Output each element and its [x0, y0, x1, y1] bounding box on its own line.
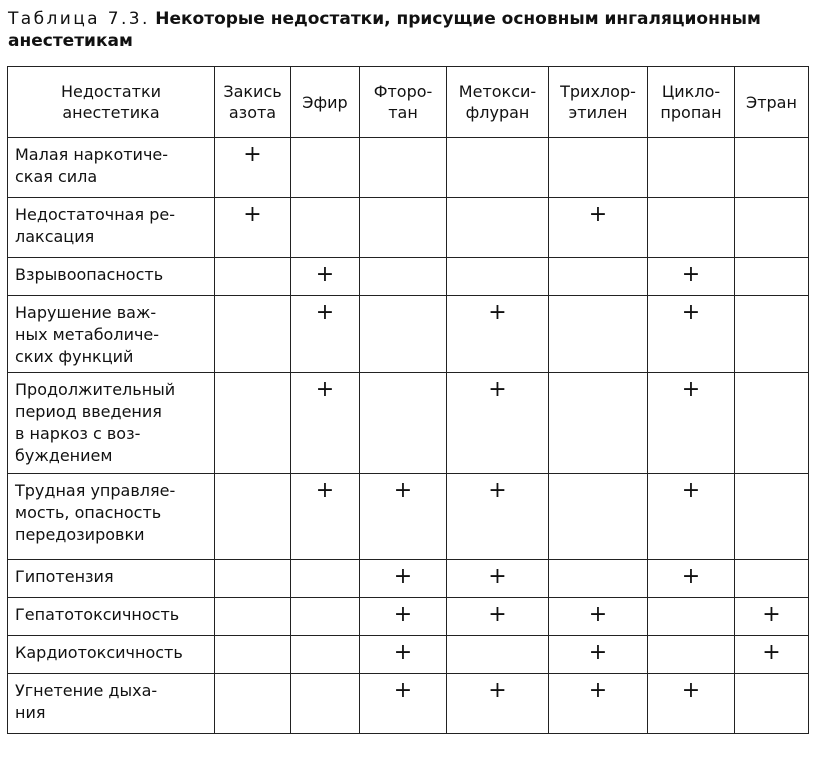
empty-cell — [215, 636, 291, 674]
table-row — [8, 296, 809, 373]
table-row — [8, 474, 809, 560]
empty-cell — [291, 598, 360, 636]
plus-mark-cell: + — [549, 598, 648, 636]
table-caption — [8, 8, 823, 52]
plus-mark-cell: + — [735, 636, 809, 674]
empty-cell — [291, 560, 360, 598]
column-header: Метокси- флуран — [447, 67, 549, 138]
empty-cell — [447, 138, 549, 198]
corner-header: Недостатки анестетика — [8, 67, 215, 138]
empty-cell — [360, 198, 447, 258]
plus-mark-cell: + — [447, 598, 549, 636]
plus-mark-cell: + — [215, 138, 291, 198]
caption-label: Таблица 7.3. — [8, 9, 150, 29]
empty-cell — [215, 296, 291, 373]
empty-cell — [549, 560, 648, 598]
empty-cell — [549, 373, 648, 474]
empty-cell — [215, 674, 291, 734]
empty-cell — [549, 258, 648, 296]
row-label: Взрывоопасность — [8, 258, 215, 296]
table-row — [8, 373, 809, 474]
plus-mark-cell: + — [360, 636, 447, 674]
empty-cell — [291, 198, 360, 258]
plus-mark-cell: + — [291, 373, 360, 474]
row-label: Гипотензия — [8, 560, 215, 598]
table-row — [8, 598, 809, 636]
plus-mark-cell: + — [360, 474, 447, 560]
empty-cell — [648, 598, 735, 636]
column-header: Закись азота — [215, 67, 291, 138]
plus-mark-cell: + — [648, 296, 735, 373]
plus-mark-cell: + — [447, 674, 549, 734]
plus-mark-cell: + — [447, 560, 549, 598]
table-row — [8, 636, 809, 674]
plus-mark-cell: + — [549, 674, 648, 734]
row-label: Трудная управляе- мость, опасность передозировки — [8, 474, 215, 560]
empty-cell — [648, 636, 735, 674]
empty-cell — [215, 560, 291, 598]
plus-mark-cell: + — [648, 474, 735, 560]
plus-mark-cell: + — [215, 198, 291, 258]
row-label: Продолжительный период введения в наркоз с воз- буждением — [8, 373, 215, 474]
plus-mark-cell: + — [648, 674, 735, 734]
empty-cell — [735, 296, 809, 373]
empty-cell — [447, 198, 549, 258]
plus-mark-cell: + — [648, 258, 735, 296]
empty-cell — [648, 138, 735, 198]
table-row — [8, 674, 809, 734]
table-body — [8, 138, 809, 734]
empty-cell — [447, 258, 549, 296]
table-row — [8, 258, 809, 296]
plus-mark-cell: + — [291, 474, 360, 560]
row-label: Гепатотоксичность — [8, 598, 215, 636]
plus-mark-cell: + — [291, 296, 360, 373]
table-row — [8, 198, 809, 258]
column-header: Цикло- пропан — [648, 67, 735, 138]
plus-mark-cell: + — [735, 598, 809, 636]
empty-cell — [215, 598, 291, 636]
anesthetics-table — [7, 66, 809, 734]
empty-cell — [291, 138, 360, 198]
plus-mark-cell: + — [360, 674, 447, 734]
plus-mark-cell: + — [549, 198, 648, 258]
empty-cell — [735, 258, 809, 296]
empty-cell — [215, 373, 291, 474]
plus-mark-cell: + — [447, 373, 549, 474]
empty-cell — [360, 373, 447, 474]
plus-mark-cell: + — [549, 636, 648, 674]
table-row — [8, 560, 809, 598]
empty-cell — [735, 674, 809, 734]
plus-mark-cell: + — [291, 258, 360, 296]
empty-cell — [215, 474, 291, 560]
empty-cell — [291, 636, 360, 674]
empty-cell — [360, 296, 447, 373]
empty-cell — [360, 138, 447, 198]
empty-cell — [549, 138, 648, 198]
empty-cell — [735, 138, 809, 198]
header-row — [8, 67, 809, 138]
plus-mark-cell: + — [648, 560, 735, 598]
row-label: Угнетение дыха- ния — [8, 674, 215, 734]
column-header: Фторо- тан — [360, 67, 447, 138]
row-label: Кардиотоксичность — [8, 636, 215, 674]
table-row — [8, 138, 809, 198]
empty-cell — [291, 674, 360, 734]
plus-mark-cell: + — [648, 373, 735, 474]
row-label: Нарушение важ- ных метаболиче- ских функций — [8, 296, 215, 373]
empty-cell — [215, 258, 291, 296]
empty-cell — [735, 373, 809, 474]
column-header: Этран — [735, 67, 809, 138]
empty-cell — [447, 636, 549, 674]
plus-mark-cell: + — [360, 598, 447, 636]
caption-title: Некоторые недостатки, присущие основным ингаляционным анестетикам — [8, 9, 761, 51]
row-label: Малая наркотиче- ская сила — [8, 138, 215, 198]
row-label: Недостаточная ре- лаксация — [8, 198, 215, 258]
empty-cell — [735, 198, 809, 258]
empty-cell — [648, 198, 735, 258]
empty-cell — [735, 474, 809, 560]
plus-mark-cell: + — [447, 296, 549, 373]
plus-mark-cell: + — [360, 560, 447, 598]
empty-cell — [549, 296, 648, 373]
empty-cell — [735, 560, 809, 598]
plus-mark-cell: + — [447, 474, 549, 560]
column-header: Трихлор- этилен — [549, 67, 648, 138]
column-header: Эфир — [291, 67, 360, 138]
empty-cell — [360, 258, 447, 296]
empty-cell — [549, 474, 648, 560]
